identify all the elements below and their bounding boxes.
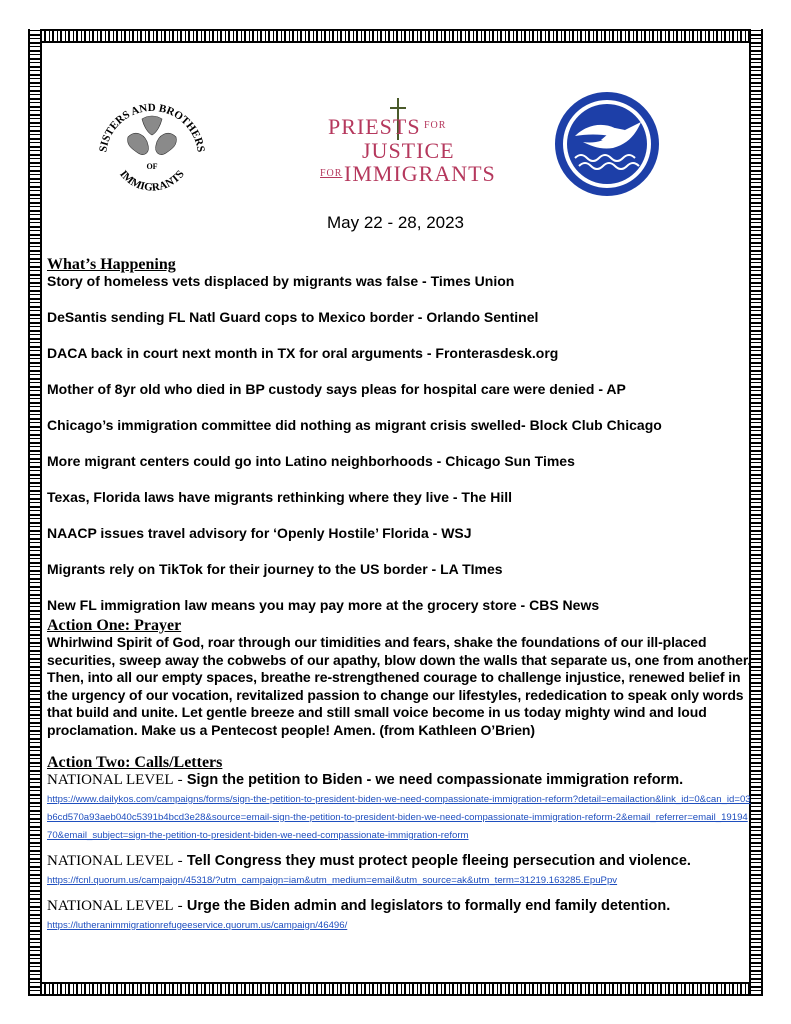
news-item: DACA back in court next month in TX for oral arguments - Fronterasdesk.org [47,345,559,361]
action-one-section [47,617,752,740]
call-item [47,771,752,843]
logo-left-mid-text: OF [146,162,158,171]
priests-for-justice-logo [300,92,496,192]
main-content [47,256,752,942]
news-item: Story of homeless vets displaced by migrants was false - Times Union [47,273,515,289]
whats-happening-heading: What’s Happening [47,256,176,273]
news-item: Chicago’s immigration committee did nothing as migrant crisis swelled- Block Club Chicago [47,417,662,433]
call-text: Urge the Biden admin and legislators to formally end family detention. [186,897,671,914]
family-detention-link[interactable]: https://lutheranimmigrationrefugeeservice.quorum.us/campaign/46496/ [47,919,348,931]
news-item: New FL immigration law means you may pay more at the grocery store - CBS News [47,597,600,613]
call-level: NATIONAL LEVEL [47,852,174,869]
call-text: Sign the petition to Biden - we need compassionate immigration reform. [186,771,684,788]
call-line [47,771,752,789]
news-list [47,273,752,614]
call-item [47,897,752,933]
call-line [47,897,752,915]
logo-mid-line1-small: FOR [424,120,447,131]
news-item: NAACP issues travel advisory for ‘Openly Hostile’ Florida - WSJ [47,525,472,541]
logo-left-top-text: SISTERS AND BROTHERS [97,101,207,153]
news-item: DeSantis sending FL Natl Guard cops to Mexico border - Orlando Sentinel [47,309,539,325]
sisters-brothers-logo [92,95,212,205]
call-level: NATIONAL LEVEL [47,897,174,914]
whats-happening-section [47,256,752,614]
news-item: Migrants rely on TikTok for their journey to the US border - LA TImes [47,561,503,577]
call-item [47,852,752,888]
logo-mid-line3: IMMIGRANTS [344,161,496,186]
border-left [28,29,42,996]
logo-mid-line2: JUSTICE [362,138,455,163]
news-item: Mother of 8yr old who died in BP custody says pleas for hospital care were denied - AP [47,381,626,397]
action-two-section [47,754,752,933]
logo-left-bottom-text: IMMIGRANTS [117,168,187,194]
action-one-heading: Action One: Prayer [47,617,182,634]
news-item: More migrant centers could go into Latino neighborhoods - Chicago Sun Times [47,453,575,469]
congress-link[interactable]: https://fcnl.quorum.us/campaign/45318/?utm_campaign=iam&utm_medium=email&utm_source=ak&utm_term=31219.163285.EpuPpv [47,874,618,886]
call-line [47,852,752,870]
call-text: Tell Congress they must protect people fleeing persecution and violence. [186,852,691,869]
hands-icon [128,116,177,155]
separator: - [177,771,183,788]
prayer-text: Whirlwind Spirit of God, roar through our timidities and fears, shake the foundations of our ill-placed securities, sweep away the cobwebs of our apathy, blow down the walls that separate us, one from another. Then, into all our empty spaces, breathe re-strengthened courage to challenge injustice, renewed belief in the urgency of our vocation, revitalized passion to change our lifestyles, rededication to speak only words that build and unite. Let gentle breeze and still small voice become in us today mighty wind and loud proclamation. Make us a Pentecost people! Amen. (from Kathleen O’Brien) [47,634,752,738]
action-two-heading: Action Two: Calls/Letters [47,753,223,771]
logo-mid-line1: PRIESTS [328,114,421,139]
call-level: NATIONAL LEVEL [47,771,174,788]
border-bottom [28,982,763,996]
logo-mid-line3-small: FOR [320,168,343,179]
date-range: May 22 - 28, 2023 [326,213,465,232]
news-item: Texas, Florida laws have migrants rethinking where they live - The Hill [47,489,512,505]
petition-link[interactable]: https://www.dailykos.com/campaigns/forms/sign-the-petition-to-president-biden-we-need-compassionate-immigration-reform?detail=emailaction&link_id=0&can_id=03b6cd570a93aeb040c5391b4bcd3e28&source=email-sign-the-petition-to-president-biden-we-need-compassionate-immigration-reform-2&email_referrer=email_1919470&email_subject=sign-the-petition-to-president-biden-we-need-compassionate-immigration-reform [47,793,751,841]
separator: - [177,852,183,869]
border-top [28,29,763,43]
svg-text:IMMIGRANTS [117,168,187,194]
dove-circle-logo [555,92,660,197]
separator: - [177,897,183,914]
